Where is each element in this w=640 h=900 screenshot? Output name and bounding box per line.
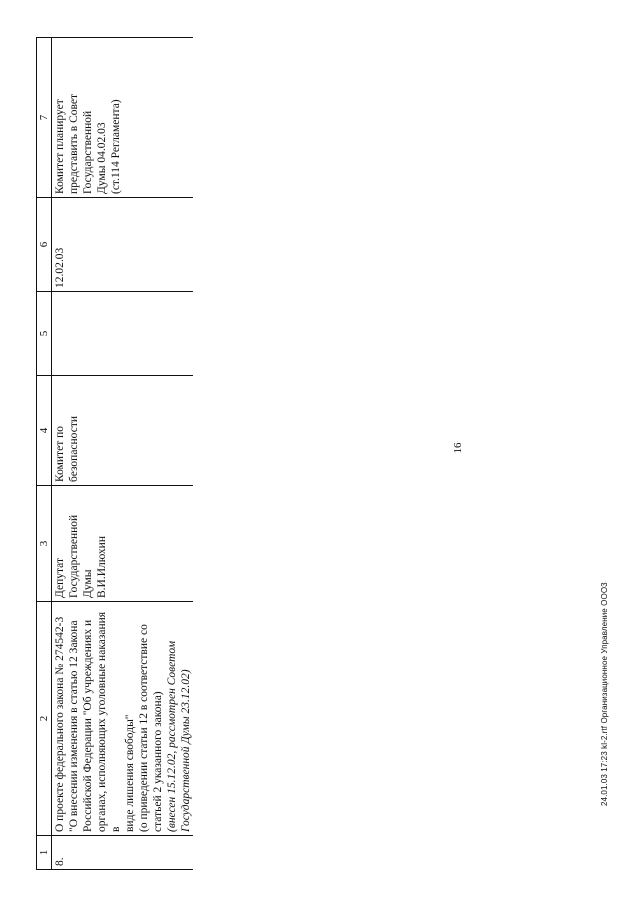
- column-header-6: 6: [37, 198, 52, 292]
- author-line: Депутат: [54, 558, 66, 598]
- bill-title-line: "О внесении изменения в статью 12 Закона: [68, 620, 80, 832]
- column-header-5: 5: [37, 292, 52, 376]
- author-line: Государственной: [68, 514, 80, 598]
- author-line: В.И.Илюхин: [96, 536, 108, 598]
- committee-line: Комитет по: [54, 426, 66, 482]
- table-row: [52, 38, 194, 870]
- bill-note-line: (внесен 15.12.02, рассмотрен Советом: [166, 640, 178, 832]
- column-5-cell: [52, 292, 194, 376]
- plan-line: Думы 04.02.03: [96, 122, 108, 194]
- bill-table: [36, 37, 193, 870]
- plan-line: представить в Совет: [68, 93, 80, 194]
- plan-cell: [52, 38, 194, 198]
- plan-line: (ст.114 Регламента): [110, 99, 122, 194]
- column-header-2: 2: [37, 602, 52, 836]
- page-number: 16: [452, 442, 464, 454]
- row-number: 8.: [52, 836, 194, 870]
- document-table-wrapper: [36, 38, 193, 870]
- bill-note-line: Государственной Думы 23.12.02): [180, 669, 192, 832]
- committee-line: безопасности: [68, 415, 80, 482]
- bill-title-line: виде лишения свободы": [124, 714, 136, 832]
- column-header-1: 1: [37, 836, 52, 870]
- column-header-3: 3: [37, 486, 52, 602]
- author-line: Думы: [82, 569, 94, 598]
- bill-title-cell: [52, 602, 194, 836]
- header-row: [37, 38, 52, 870]
- author-cell: [52, 486, 194, 602]
- bill-title-line: О проекте федерального закона № 274542-3: [54, 616, 66, 832]
- column-header-4: 4: [37, 376, 52, 486]
- plan-line: Комитет планирует: [54, 99, 66, 194]
- bill-title-line: органах, исполняющих уголовные наказания в: [96, 611, 122, 832]
- column-header-7: 7: [37, 38, 52, 198]
- committee-cell: [52, 376, 194, 486]
- plan-line: Государственной: [82, 110, 94, 194]
- date-cell: 12.02.03: [52, 198, 194, 292]
- file-footer: 24.01.03 17:23 kl-2.rtf Организационное Управление ООО3: [600, 582, 609, 806]
- bill-title-line: статьей 2 указанного закона): [152, 691, 164, 832]
- bill-title-line: (о приведении статьи 12 в соответствие со: [138, 624, 150, 832]
- bill-title-line: Российской Федерации "Об учреждениях и: [82, 619, 94, 832]
